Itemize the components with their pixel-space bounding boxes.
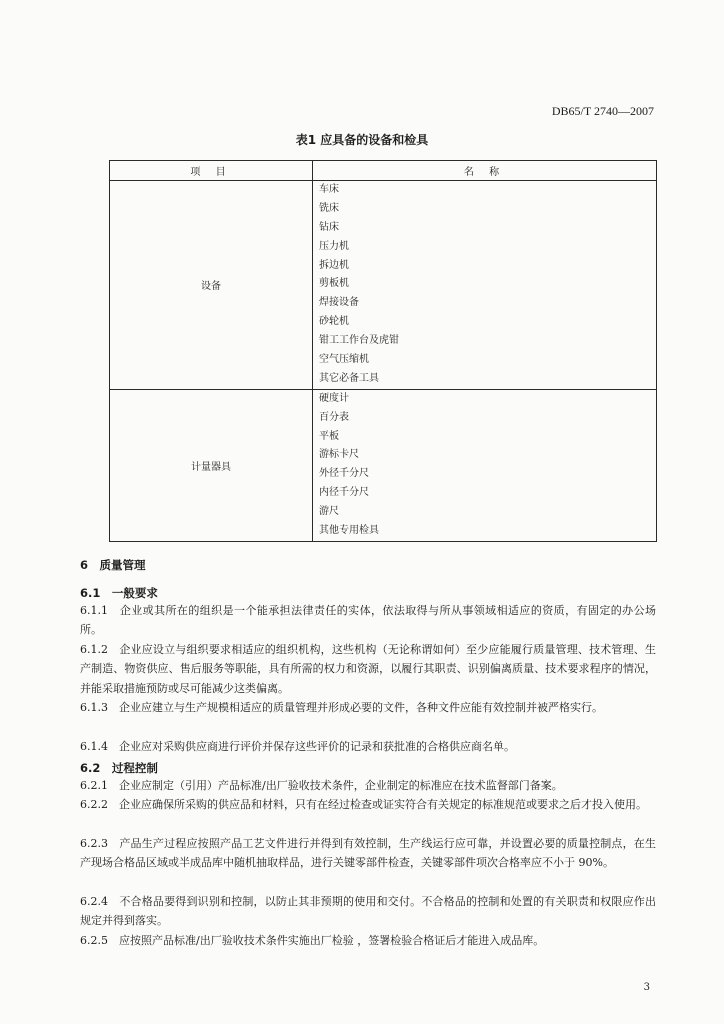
paragraph-6-2-2: 6.2.2 企业应确保所采购的供应品和材料，只有在经过检查或证实符合有关规定的标准规范或要求之后才投入使用。 [80, 798, 647, 811]
section-title-6-1: 6.1 一般要求 [80, 586, 158, 600]
page-number: 3 [643, 982, 650, 993]
list-item: 砂轮机 [319, 316, 349, 328]
paragraph-6-1-2: 6.1.2 企业应设立与组织要求相适应的组织机构，这些机构（无论称谓如何）至少应能履行质量管理、技术管理、生产制造、物资供应、售后服务等职能，具有所需的权力和资源，以履行其职责、识别偏离质量、技术要求程序的情况，并能采取措施预防或尽可能减少这类偏离。 [80, 643, 656, 695]
section-title-6: 6 质量管理 [80, 558, 146, 572]
category-cell: 计量器具 [110, 389, 313, 541]
paragraph-6-1-1: 6.1.1 企业或其所在的组织是一个能承担法律责任的实体，依法取得与所从事领域相适应的资质，有固定的办公场所。 [80, 604, 656, 637]
category-cell: 设备 [110, 181, 313, 390]
items-cell [313, 181, 657, 390]
list-item: 焊接设备 [319, 297, 359, 309]
list-item: 车床 [319, 184, 339, 195]
paragraph-6-2-4: 6.2.4 不合格品要得到识别和控制，以防止其非预期的使用和交付。不合格品的控制和处置的有关职责和权限应作出规定并得到落实。 [80, 895, 656, 928]
table-row [110, 181, 657, 390]
paragraph-6-2-1: 6.2.1 企业应制定（引用）产品标准/出厂验收技术条件，企业制定的标准应在技术监督部门备案。 [80, 779, 563, 792]
list-item: 游尺 [319, 506, 339, 518]
table-row [110, 389, 657, 541]
list-item: 剪板机 [319, 278, 349, 290]
list-item: 钻床 [319, 221, 339, 233]
list-item: 外径千分尺 [319, 468, 369, 480]
list-item: 其它必备工具 [319, 372, 379, 384]
list-item: 拆边机 [319, 259, 349, 271]
paragraph-6-2-5: 6.2.5 应按照产品标准/出厂验收技术条件实施出厂检验 ，签署检验合格证后才能进入成品库。 [80, 934, 545, 947]
table-header-row [110, 161, 657, 181]
list-item: 内径千分尺 [319, 487, 369, 499]
list-item: 游标卡尺 [319, 449, 359, 461]
paragraph-6-1-3: 6.1.3 企业应建立与生产规模相适应的质量管理并形成必要的文件，各种文件应能有效控制并被严格实行。 [80, 701, 603, 714]
list-item: 空气压缩机 [319, 354, 369, 366]
list-item: 钳工工作台及虎钳 [319, 335, 399, 347]
items-cell [313, 389, 657, 541]
header-name: 名 称 [313, 161, 657, 181]
table-title: 表1 应具备的设备和检具 [295, 133, 429, 147]
header-item: 项 目 [110, 161, 313, 181]
section-title-6-2: 6.2 过程控制 [80, 761, 158, 775]
list-item: 其他专用检具 [319, 525, 379, 537]
paragraph-6-1-4: 6.1.4 企业应对采购供应商进行评价并保存这些评价的记录和获批准的合格供应商名单。 [80, 740, 515, 753]
paragraph-6-2-3: 6.2.3 产品生产过程应按照产品工艺文件进行并得到有效控制，生产线运行应可靠，并设置必要的质量控制点，在生产现场合格品区域或半成品库中随机抽取样品，进行关键零部件检查，关键零部件项次合格率应不小于 90%。 [80, 837, 656, 870]
list-item: 压力机 [319, 240, 349, 252]
equipment-table [109, 160, 657, 542]
document-code: DB65/T 2740—2007 [551, 104, 654, 118]
list-item: 平板 [319, 430, 339, 442]
list-item: 百分表 [319, 411, 349, 423]
list-item: 硬度计 [319, 392, 349, 404]
list-item: 铣床 [319, 202, 339, 214]
